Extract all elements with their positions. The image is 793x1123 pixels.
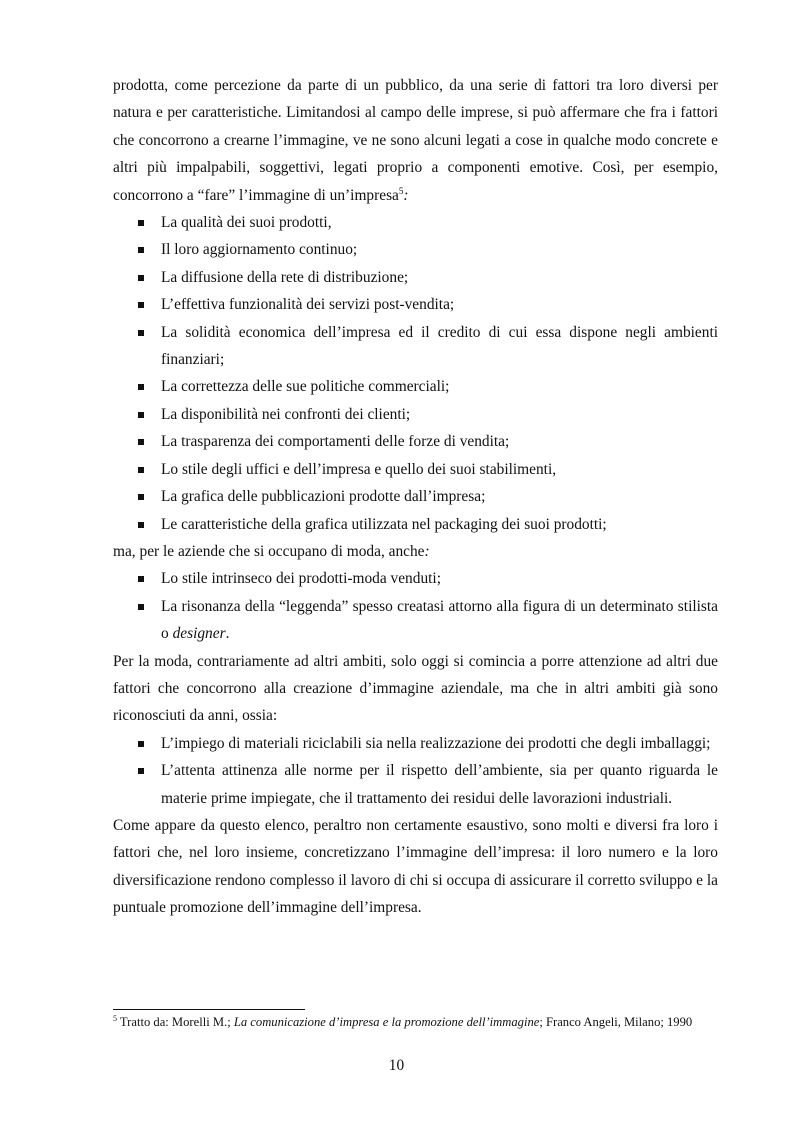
bullet-icon (138, 220, 144, 226)
list-item (113, 565, 718, 592)
list-item-italic: designer (172, 625, 226, 643)
footnote-publisher: ; Franco Angeli, Milano; 1990 (539, 1015, 693, 1029)
footnote (113, 1014, 718, 1030)
list-item-text: Lo stile degli uffici e dell’impresa e quello dei suoi stabilimenti, (161, 460, 557, 478)
list-item (113, 373, 718, 400)
image-factors-list (113, 209, 718, 538)
list-item-text: La risonanza della “leggenda” spesso creatasi attorno alla figura di un determinato stilista o (161, 597, 718, 643)
footnote-number: 5 (113, 1014, 117, 1023)
list-item (113, 236, 718, 263)
paragraph-intro-colon: : (403, 186, 409, 204)
page-number: 10 (388, 1057, 405, 1074)
list-item (113, 456, 718, 483)
list-item-text: Lo stile intrinseco dei prodotti-moda venduti; (161, 570, 441, 588)
list-item-end: . (225, 625, 230, 643)
bullet-icon (138, 330, 144, 336)
list-item (113, 264, 718, 291)
bullet-icon (138, 439, 144, 445)
bullet-icon (138, 384, 144, 390)
paragraph-intro (113, 72, 718, 209)
list-item (113, 511, 718, 538)
paragraph-fashion-colon: : (424, 542, 430, 560)
paragraph-fashion-text: ma, per le aziende che si occupano di moda, anche (113, 542, 425, 560)
bullet-icon (138, 302, 144, 308)
list-item-text: L’effettiva funzionalità dei servizi post-vendita; (161, 296, 455, 314)
list-item-text: La qualità dei suoi prodotti, (161, 214, 332, 232)
paragraph-intro-text: prodotta, come percezione da parte di un pubblico, da una serie di fattori tra loro diversi per natura e per caratteristiche. Limitandosi al campo delle imprese, si può affermare che fra i fattori che concorrono a crearne l’immagine, ve ne sono alcuni legati a cose in qualche modo concrete e altri più impalpabili, soggettivi, legati proprio a componenti emotive. Così, per esempio, concorrono a “fare” l’immagine di un’impresa (113, 77, 718, 204)
list-item (113, 483, 718, 510)
list-item (113, 757, 718, 812)
list-item-text: La trasparenza dei comportamenti delle forze di vendita; (161, 433, 510, 451)
footnote-text: Tratto da: Morelli M.; (119, 1015, 231, 1029)
footnote-divider (113, 1009, 305, 1010)
fashion-factors-list (113, 565, 718, 647)
bullet-icon (138, 275, 144, 281)
footnote-title: La comunicazione d’impresa e la promozione dell’immagine (233, 1015, 540, 1029)
list-item-text: La disponibilità nei confronti dei clienti; (161, 405, 411, 423)
bullet-icon (138, 247, 144, 253)
list-item-text: L’attenta attinenza alle norme per il rispetto dell’ambiente, sia per quanto riguarda le materie prime impiegate, che il trattamento dei residui delle lavorazioni industriali. (161, 762, 718, 807)
list-item (113, 319, 718, 374)
list-item-text: La solidità economica dell’impresa ed il credito di cui essa dispone negli ambienti finanziari; (161, 323, 718, 369)
list-item-text: L’impiego di materiali riciclabili sia nella realizzazione dei prodotti che degli imballaggi; (161, 734, 711, 752)
bullet-icon (138, 576, 144, 582)
bullet-icon (138, 604, 144, 610)
list-item (113, 428, 718, 455)
list-item-text: Il loro aggiornamento continuo; (161, 241, 358, 259)
bullet-icon (138, 467, 144, 473)
environment-factors-list (113, 730, 718, 812)
list-item (113, 593, 718, 648)
list-item (113, 401, 718, 428)
list-item (113, 730, 718, 757)
list-item-text: La grafica delle pubblicazioni prodotte dall’impresa; (161, 488, 486, 506)
paragraph-conclusion: Come appare da questo elenco, peraltro non certamente esaustivo, sono molti e diversi fra loro i fattori che, nel loro insieme, concretizzano l’immagine dell’impresa: il loro numero e la loro diversificazione rendono complesso il lavoro di chi si occupa di assicurare il corretto sviluppo e la puntuale promozione dell’immagine dell’impresa. (113, 816, 718, 917)
bullet-icon (138, 494, 144, 500)
list-item-text: La correttezza delle sue politiche commerciali; (161, 378, 450, 396)
paragraph-environment: Per la moda, contrariamente ad altri ambiti, solo oggi si comincia a porre attenzione ad altri due fattori che concorrono alla creazione d’immagine aziendale, ma che in altri ambiti già sono riconosciuti da anni, ossia: (113, 652, 718, 725)
list-item (113, 291, 718, 318)
paragraph-fashion (113, 538, 718, 565)
bullet-icon (138, 522, 144, 528)
footnote-reference[interactable]: 5 (398, 185, 404, 196)
bullet-icon (138, 412, 144, 418)
body-text (113, 72, 718, 922)
list-item-text: Le caratteristiche della grafica utilizzata nel packaging dei suoi prodotti; (161, 515, 607, 533)
bullet-icon (138, 741, 144, 747)
bullet-icon (138, 768, 144, 774)
list-item-text: La diffusione della rete di distribuzione; (161, 268, 409, 286)
list-item (113, 209, 718, 236)
